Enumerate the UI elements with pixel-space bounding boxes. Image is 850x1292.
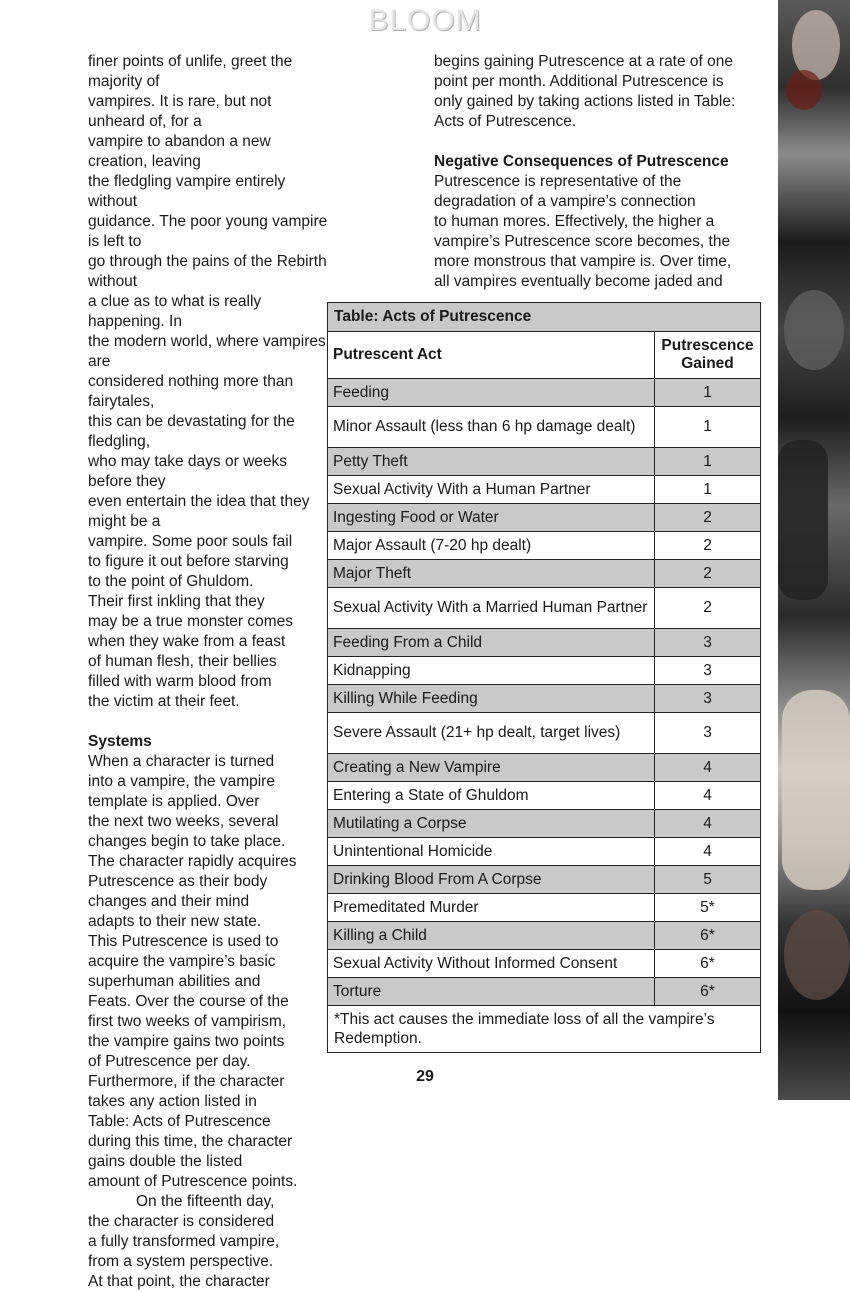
table-caption: Table: Acts of Putrescence (328, 303, 761, 332)
points-cell: 4 (655, 754, 761, 782)
text-line: when they wake from a feast (88, 633, 286, 650)
act-cell: Drinking Blood From A Corpse (328, 866, 655, 894)
table-row (328, 713, 761, 754)
text-line: Table: Acts of Putrescence (88, 1113, 271, 1130)
points-cell: 2 (655, 588, 761, 629)
table-row (328, 838, 761, 866)
text-line: The character rapidly acquires (88, 853, 297, 870)
text-line: Their first inkling that they (88, 593, 265, 610)
table-row (328, 894, 761, 922)
act-cell: Severe Assault (21+ hp dealt, target lives) (328, 713, 655, 754)
text-line: Putrescence as their body (88, 873, 268, 890)
table-row (328, 407, 761, 448)
points-cell: 3 (655, 657, 761, 685)
text-line: a fully transformed vampire, (88, 1233, 280, 1250)
fifteenth-day-text (88, 1192, 328, 1292)
points-cell: 1 (655, 407, 761, 448)
column-header-points: Putrescence Gained (655, 332, 761, 379)
text-line: vampire. Some poor souls fail (88, 533, 293, 550)
points-cell: 2 (655, 504, 761, 532)
text-line: degradation of a vampire’s connection (434, 193, 696, 210)
text-line: the next two weeks, several (88, 813, 279, 830)
table-row (328, 448, 761, 476)
text-line: only gained by taking actions listed in Table: (434, 93, 736, 110)
text-line: vampires. It is rare, but not unheard of, for a (88, 93, 272, 130)
text-line: Furthermore, if the character (88, 1073, 285, 1090)
text-line: all vampires eventually become jaded and (434, 273, 723, 290)
text-line: template is applied. Over (88, 793, 260, 810)
act-cell: Kidnapping (328, 657, 655, 685)
negative-consequences-text (434, 172, 764, 292)
text-line: considered nothing more than fairytales, (88, 373, 294, 410)
act-cell: Feeding From a Child (328, 629, 655, 657)
text-line: to the point of Ghuldom. (88, 573, 254, 590)
text-line: At that point, the character (88, 1273, 270, 1290)
right-column-text (434, 52, 764, 292)
systems-text (88, 752, 328, 1192)
text-line: amount of Putrescence points. (88, 1173, 298, 1190)
act-cell: Torture (328, 978, 655, 1006)
table-row (328, 950, 761, 978)
act-cell: Ingesting Food or Water (328, 504, 655, 532)
text-line: point per month. Additional Putrescence is (434, 73, 724, 90)
text-line: Putrescence is representative of the (434, 173, 682, 190)
blood-stain-image (786, 70, 822, 110)
table-row (328, 754, 761, 782)
text-line: Acts of Putrescence. (434, 113, 577, 130)
text-line: changes begin to take place. (88, 833, 286, 850)
text-line: vampire’s Putrescence score becomes, the (434, 233, 731, 250)
act-cell: Killing While Feeding (328, 685, 655, 713)
right-intro-text (434, 52, 764, 132)
text-line: into a vampire, the vampire (88, 773, 275, 790)
text-line: gains double the listed (88, 1153, 243, 1170)
table-row (328, 810, 761, 838)
table-row (328, 866, 761, 894)
acts-of-putrescence-table (327, 302, 761, 1053)
text-line: may be a true monster comes (88, 613, 294, 630)
points-cell: 4 (655, 838, 761, 866)
text-line: This Putrescence is used to (88, 933, 279, 950)
text-line: finer points of unlife, greet the majority of (88, 53, 293, 90)
table-header-row (328, 332, 761, 379)
text-line: acquire the vampire’s basic (88, 953, 276, 970)
text-line: of human flesh, their bellies (88, 653, 277, 670)
points-cell: 1 (655, 379, 761, 407)
points-cell: 6* (655, 922, 761, 950)
table-row (328, 978, 761, 1006)
page-number: 29 (416, 1068, 434, 1085)
points-cell: 6* (655, 950, 761, 978)
table-row (328, 532, 761, 560)
text-line: who may take days or weeks before they (88, 453, 288, 490)
figure-image (784, 290, 844, 370)
text-line: takes any action listed in (88, 1093, 257, 1110)
text-line: more monstrous that vampire is. Over time, (434, 253, 732, 270)
table-row (328, 588, 761, 629)
act-cell: Killing a Child (328, 922, 655, 950)
systems-heading: Systems (88, 733, 152, 750)
points-cell: 3 (655, 713, 761, 754)
points-cell: 5* (655, 894, 761, 922)
text-line: changes and their mind (88, 893, 250, 910)
side-photo-strip (778, 0, 850, 1100)
points-cell: 4 (655, 810, 761, 838)
negative-consequences-heading: Negative Consequences of Putrescence (434, 153, 729, 170)
text-line: the character is considered (88, 1213, 275, 1230)
text-line: a clue as to what is really happening. In (88, 293, 262, 330)
act-cell: Major Assault (7-20 hp dealt) (328, 532, 655, 560)
text-line: the fledgling vampire entirely without (88, 173, 286, 210)
table-footnote: *This act causes the immediate loss of all the vampire’s Redemption. (328, 1006, 761, 1053)
text-line: first two weeks of vampirism, (88, 1013, 287, 1030)
text-line: from a system perspective. (88, 1253, 274, 1270)
points-cell: 5 (655, 866, 761, 894)
table-row (328, 657, 761, 685)
text-line: the modern world, where vampires are (88, 333, 326, 370)
text-line: guidance. The poor young vampire is left to (88, 213, 328, 250)
points-cell: 3 (655, 629, 761, 657)
text-line: to human mores. Effectively, the higher a (434, 213, 715, 230)
column-header-act: Putrescent Act (328, 332, 655, 379)
points-cell: 3 (655, 685, 761, 713)
act-cell: Unintentional Homicide (328, 838, 655, 866)
text-line: during this time, the character (88, 1133, 293, 1150)
text-line: the victim at their feet. (88, 693, 240, 710)
act-cell: Major Theft (328, 560, 655, 588)
text-line: adapts to their new state. (88, 913, 262, 930)
text-line: superhuman abilities and (88, 973, 261, 990)
points-cell: 4 (655, 782, 761, 810)
act-cell: Minor Assault (less than 6 hp damage dealt) (328, 407, 655, 448)
act-cell: Feeding (328, 379, 655, 407)
points-cell: 6* (655, 978, 761, 1006)
text-line: filled with warm blood from (88, 673, 272, 690)
table-row (328, 379, 761, 407)
table-row (328, 560, 761, 588)
text-line: On the fifteenth day, (136, 1193, 275, 1210)
table-row (328, 782, 761, 810)
text-line: When a character is turned (88, 753, 275, 770)
table-row (328, 685, 761, 713)
dark-face-image (784, 910, 850, 1000)
text-line: this can be devastating for the fledgling, (88, 413, 295, 450)
text-line: begins gaining Putrescence at a rate of one (434, 53, 734, 70)
act-cell: Creating a New Vampire (328, 754, 655, 782)
act-cell: Sexual Activity Without Informed Consent (328, 950, 655, 978)
act-cell: Sexual Activity With a Married Human Partner (328, 588, 655, 629)
blonde-face-image (782, 690, 850, 890)
hand-knife-image (778, 440, 828, 600)
text-line: go through the pains of the Rebirth without (88, 253, 327, 290)
footnote-row (328, 1006, 761, 1053)
text-line: the vampire gains two points (88, 1033, 285, 1050)
text-line: of Putrescence per day. (88, 1053, 251, 1070)
text-line: vampire to abandon a new creation, leaving (88, 133, 271, 170)
act-cell: Entering a State of Ghuldom (328, 782, 655, 810)
points-cell: 1 (655, 448, 761, 476)
text-line: even entertain the idea that they might be a (88, 493, 310, 530)
act-cell: Premeditated Murder (328, 894, 655, 922)
points-cell: 2 (655, 532, 761, 560)
table-row (328, 504, 761, 532)
book-title-header: BLOOM (368, 4, 482, 37)
table-row (328, 629, 761, 657)
left-column (88, 52, 328, 1292)
text-line: Feats. Over the course of the (88, 993, 289, 1010)
points-cell: 2 (655, 560, 761, 588)
act-cell: Petty Theft (328, 448, 655, 476)
table-row (328, 922, 761, 950)
left-intro-text (88, 52, 328, 712)
text-line: to figure it out before starving (88, 553, 289, 570)
points-cell: 1 (655, 476, 761, 504)
act-cell: Mutilating a Corpse (328, 810, 655, 838)
act-cell: Sexual Activity With a Human Partner (328, 476, 655, 504)
table-row (328, 476, 761, 504)
